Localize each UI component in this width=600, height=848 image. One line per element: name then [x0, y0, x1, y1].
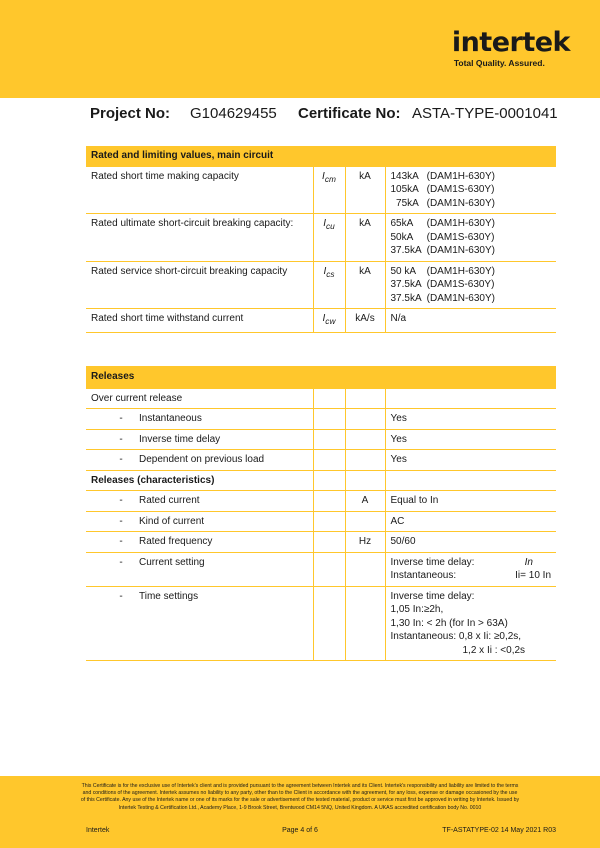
row-label — [86, 491, 313, 512]
value-line: 75kA (DAM1N-630Y) — [390, 197, 495, 209]
project-number: G104629455 — [190, 105, 277, 122]
values — [385, 261, 556, 309]
unit: kA — [345, 214, 385, 262]
table-row — [86, 388, 556, 409]
certificate-number: ASTA-TYPE-0001041 — [412, 105, 558, 122]
dash: - — [119, 413, 123, 424]
item-label: Current setting — [139, 556, 205, 568]
value-line: 50kA (DAM1S-630Y) — [390, 231, 495, 243]
header-band — [0, 0, 600, 98]
item-label: Rated current — [139, 495, 200, 506]
value-line: 37.5kA (DAM1N-630Y) — [390, 292, 495, 304]
value-line: Instantaneous: 0,8 x Ii: ≥0,2s, — [390, 631, 522, 642]
dash: - — [119, 556, 123, 568]
item-value: 50/60 — [385, 532, 556, 553]
releases-heading: Releases — [86, 366, 313, 388]
symbol-icw: $I_{cw}$ — [313, 309, 345, 333]
table-row — [86, 166, 556, 214]
table-row — [86, 532, 556, 553]
symbol-icm: $I_{cm}$ — [313, 166, 345, 214]
releases-table — [86, 366, 556, 661]
setting-value: Ii= 10 In — [515, 570, 551, 581]
value-line: 37.5kA (DAM1N-630Y) — [390, 245, 495, 256]
table-row — [86, 552, 556, 586]
value-line — [391, 569, 552, 583]
row-label — [86, 429, 313, 450]
row-label: Rated short time making capacity — [86, 166, 313, 214]
value-line: N/a — [385, 309, 556, 333]
item-label: Rated frequency — [139, 536, 213, 547]
footer-company: Intertek — [86, 827, 110, 834]
value-line — [391, 556, 552, 570]
unit: kA — [345, 261, 385, 309]
reference-line — [90, 105, 560, 127]
item-label: Kind of current — [139, 515, 205, 527]
rated-values-table — [86, 146, 556, 333]
item-value — [385, 491, 556, 512]
dash: - — [119, 515, 123, 527]
row-label — [86, 552, 313, 586]
table-row — [86, 511, 556, 532]
table-row — [86, 470, 556, 491]
value-line: 50 kA (DAM1H-630Y) — [390, 265, 495, 277]
dash: - — [119, 590, 123, 602]
table-row — [86, 214, 556, 262]
table-row — [86, 491, 556, 512]
row-label: Rated short time withstand current — [86, 309, 313, 333]
page-number: Page 4 of 6 — [282, 827, 318, 834]
item-value: AC — [385, 511, 556, 532]
symbol-icu: $I_{cu}$ — [313, 214, 345, 262]
table-header-row — [86, 366, 556, 388]
item-label: Dependent on previous load — [139, 454, 265, 465]
value-line: 1,05 In:≥2h, — [390, 604, 444, 615]
table-row — [86, 309, 556, 333]
logo-wordmark: intertek — [451, 27, 570, 58]
value-line: 1,30 In: < 2h (for In > 63A) — [390, 617, 508, 629]
values — [385, 166, 556, 214]
project-label: Project No: — [90, 105, 171, 122]
unit: kA/s — [345, 309, 385, 333]
item-value — [385, 552, 556, 586]
dash: - — [119, 433, 123, 445]
values — [385, 214, 556, 262]
setting-label: Inverse time delay: — [390, 556, 475, 568]
setting-value: In — [524, 556, 533, 568]
value-line: 105kA (DAM1S-630Y) — [390, 184, 495, 195]
table-row — [86, 586, 556, 661]
intertek-logo — [452, 28, 570, 68]
table-row — [86, 409, 556, 430]
item-value — [385, 586, 556, 661]
unit: A — [345, 491, 385, 512]
item-label: Instantaneous — [139, 413, 202, 424]
item-label: Inverse time delay — [139, 433, 221, 445]
table-header-row — [86, 146, 556, 166]
item-label: Time settings — [139, 590, 199, 602]
unit: kA — [345, 166, 385, 214]
value-line: 143kA (DAM1H-630Y) — [390, 170, 495, 182]
subheading: Releases (characteristics) — [86, 470, 313, 491]
table-row — [86, 429, 556, 450]
rated-current-value: Equal to In — [390, 495, 439, 506]
row-label — [86, 532, 313, 553]
logo-tagline: Total Quality. Assured. — [453, 58, 545, 68]
row-label — [86, 450, 313, 471]
row-label — [86, 586, 313, 661]
value-line: 1,2 x Ii : <0,2s — [462, 644, 526, 656]
dash: - — [119, 454, 123, 465]
row-label: Rated service short-circuit breaking capacity — [86, 261, 313, 309]
row-label: Over current release — [86, 388, 313, 409]
symbol-ics: $I_{cs}$ — [313, 261, 345, 309]
certificate-label: Certificate No: — [298, 105, 401, 122]
rated-heading: Rated and limiting values, main circuit — [86, 146, 313, 166]
value-line: 65kA (DAM1H-630Y) — [390, 218, 495, 229]
item-value: Yes — [385, 409, 556, 430]
row-label — [86, 511, 313, 532]
footer-disclaimer: This Certificate is for the exclusive use of Intertek's client and is provided pursuant to the agreement between Intertek and its Client. Intertek's responsibility and liability are limited to the terms and conditions of the agreement. Intertek assumes no liability to any party, other than to the Client in accordance with the agreement, for any loss, expense or damage occasioned by the use of this Certificate. Any use of the Intertek name or one of its marks for the sale or advertisement of the tested material, product or service must first be approved in writing by Intertek. Issued by Intertek Testing & Certification Ltd., Academy Place, 1-9 Brook Street, Brentwood CM14 5NQ, United Kingdom. A UKAS accredited certification body No. 0010 — [80, 783, 520, 811]
table-row — [86, 450, 556, 471]
unit: Hz — [345, 532, 385, 553]
dash: - — [119, 495, 123, 506]
row-label: Rated ultimate short-circuit breaking capacity: — [86, 214, 313, 262]
item-value: Yes — [385, 429, 556, 450]
row-label — [86, 409, 313, 430]
setting-label: Instantaneous: — [390, 570, 457, 581]
value-line: 37.5kA (DAM1S-630Y) — [390, 279, 495, 290]
form-reference: TF-ASTATYPE-02 14 May 2021 R03 — [442, 827, 556, 834]
item-value: Yes — [385, 450, 556, 471]
table-row — [86, 261, 556, 309]
dash: - — [119, 536, 123, 547]
value-line: Inverse time delay: — [390, 590, 475, 602]
